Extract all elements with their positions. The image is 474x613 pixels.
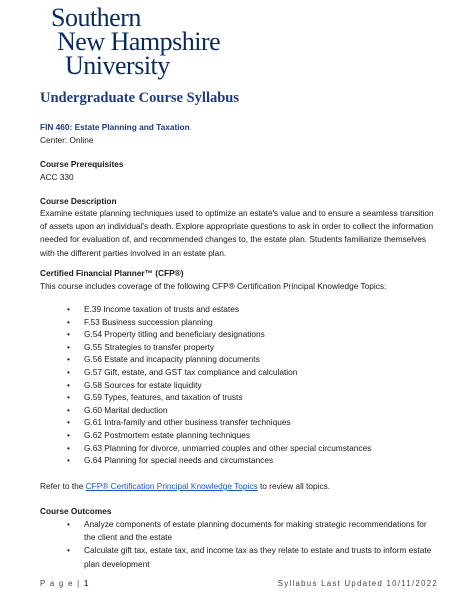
page-label: P a g e | [40,579,84,588]
logo-line-3: University [65,51,170,80]
prerequisites-heading: Course Prerequisites [40,159,124,169]
page-number-footer [40,579,90,588]
university-logo [51,3,221,84]
cfp-intro: This course includes coverage of the following CFP® Certification Principal Knowledge Topics: [40,281,387,291]
logo-line-1: Southern [51,3,141,32]
logo-line-2: New Hampshire [57,27,221,56]
list-item: • G.59 Types, features, and taxation of trusts [40,391,371,404]
list-item: • G.61 Intra-family and other business transfer techniques [40,416,371,429]
refer-prefix: Refer to the [40,481,86,491]
list-item: • G.57 Gift, estate, and GST tax compliance and calculation [40,366,371,379]
description-text: Examine estate planning techniques used to optimize an estate's value and to ensure a seamless transition of assets upon an individual's death. Explore appropriate questions to ask in order to collect the information needed for evaluation of, and recommended changes to, the estate plan. Students familiarize themselves with the different parties involved in an estate plan. [40,208,434,258]
list-item: • Analyze components of estate planning documents for making strategic recommendations for the client and the estate [40,518,440,544]
list-item: • G.63 Planning for divorce, unmarried couples and other special circumstances [40,442,371,455]
page-title: Undergraduate Course Syllabus [40,90,239,106]
list-item: • G.56 Estate and incapacity planning documents [40,353,371,366]
course-center: Center: Online [40,135,94,145]
description-heading: Course Description [40,196,117,206]
list-item: • G.64 Planning for special needs and circumstances [40,454,371,467]
cfp-topic-list [40,303,371,467]
cfp-topics-link[interactable]: CFP® Certification Principal Knowledge Topics [85,481,258,491]
course-code-title: FIN 460: Estate Planning and Taxation [40,122,190,132]
refer-suffix: to review all topics. [257,481,331,491]
list-item: • E.39 Income taxation of trusts and estates [40,303,371,316]
last-updated-footer: Syllabus Last Updated 10/11/2022 [277,579,438,588]
list-item: • G.62 Postmortem estate planning techniques [40,429,371,442]
outcomes-list [40,518,440,571]
list-item: • G.58 Sources for estate liquidity [40,379,371,392]
list-item: • G.60 Marital deduction [40,404,371,417]
page-number: 1 [83,579,90,588]
cfp-refer-line [40,480,330,493]
prerequisites-value: ACC 330 [40,172,74,182]
list-item: • Calculate gift tax, estate tax, and income tax as they relate to estate and trusts to inform estate plan development [40,544,440,570]
list-item: • G.55 Strategies to transfer property [40,341,371,354]
outcomes-heading: Course Outcomes [40,506,112,516]
cfp-heading: Certified Financial Planner™ (CFP®) [40,268,184,278]
list-item: • F.53 Business succession planning [40,316,371,329]
list-item: • G.54 Property titling and beneficiary designations [40,328,371,341]
